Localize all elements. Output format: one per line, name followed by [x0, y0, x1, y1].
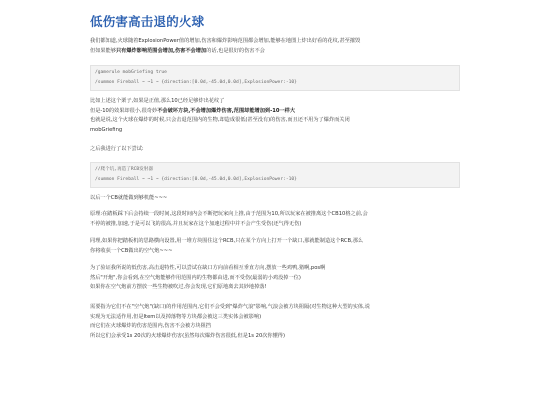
para8-line-1: 需要指为它们不在"空气炮"(缺口)的作用范围内,它们不会受到"爆炸气浪"影响,气浪会被方块阻隔(对生物这种大型的实体,说: [90, 304, 370, 310]
intro-line-2: [90, 47, 460, 57]
code-line: //爬个坑,再造了RCB发射器: [95, 167, 153, 172]
paragraph-7: [90, 264, 460, 293]
code-line: /summon Fireball ~ ~1 ~ {direction:[0.0d,-45.0d,0.0d],ExplosionPower:-10}: [95, 177, 297, 182]
intro-line-2-plain: 但如果能够: [90, 47, 116, 54]
para2-line-1: 比如上述这个栗子,如果是正值,那么10已经足够炸出花纹了: [90, 98, 225, 104]
para8-line-4: 所以它们会承受1s 20次的火球爆炸伤害(虽然每次爆炸伤害很低,但是1s 20次你懂得): [90, 332, 286, 339]
para2-line-2-bold: 不会破坏方块,不会增加爆炸伤害,范围却能增加到-10一样大: [157, 107, 296, 114]
para2-line-2-plain: 但是-10的效果却很小,很奇妙: [90, 107, 158, 114]
para5-line-2: 不停的被推,加速,于是可以飞的很高,并且玩家在这个加速过程中并不会产生受伤(还气得无伤): [90, 220, 302, 227]
intro-line-1: 我们都知道,火球随着ExplosionPower值的增加,伤害和爆炸影响范围都会增加,能够在地图上炸出好看的花纹,甚至摧毁: [90, 38, 361, 44]
paragraph-4: [90, 194, 460, 204]
code-block-2: [90, 162, 460, 188]
para7-line-2: 然后"开炮",你会看到,在空气炮能够作用范围内的生物都由进,而不受伤(最弱的小鸡没掉一位): [90, 274, 301, 281]
paragraph-5: [90, 210, 460, 229]
code-line: /gamerule mobGriefing true: [95, 70, 167, 75]
para5-line-1: 原理:在踏板踩下后会持续一段时间,这段时间内会不断把玩家向上推,由于范围为10,所以玩家在被推离这个CB10格之前,会: [90, 211, 368, 217]
para8-line-2: 实现为无法适作用,但是Item以及掉落物等方块都会被这三类实体会被影响): [90, 313, 262, 320]
paragraph-8: [90, 303, 460, 341]
para7-line-1: 为了验证我所说的低伤害,高击退特性,可以尝试在缺口方向前看相互垂直方向,摆放一些鸡鸭,猪啊,pos啊: [90, 265, 326, 271]
paragraph-3: [90, 145, 460, 155]
para4-line: 以后一个CB就能做到够机能~~~: [90, 195, 168, 201]
intro-line-2-bold: 只有爆炸影响范围会增加,伤害不会增加: [115, 47, 207, 54]
page-title: 低伤害高击退的火球: [90, 14, 205, 29]
para2-line-2: [90, 107, 460, 117]
para7-line-3: 如果你在空气炮前方摆放一些生物被吹过,你会发现,它们原地离去其妙地掉落!: [90, 284, 267, 290]
para8-line-3: 而它们在火球爆炸的伤害范围内,伤害不会被方块阻挡: [90, 323, 211, 329]
paragraph-2: [90, 97, 460, 135]
code-block-1: [90, 65, 460, 91]
para6-line-2: 你将收获一个CB做出的空气炮~~~: [90, 247, 173, 254]
para3-line: 之后我进行了以下尝试:: [90, 146, 144, 152]
para6-line-1: 同理,如果你把踏板机的思路横向设置,用一堆方块围住这个RCB,只在某个方向上打开一个缺口,那就能制造这个RCB,那么: [90, 238, 364, 244]
para2-line-4: mobGriefing: [90, 126, 123, 133]
intro-line-2-end: 的话,也是很好的伤害不会: [206, 47, 265, 54]
code-line: /summon Fireball ~ ~1 ~ {direction:[0.0d,-45.0d,0.0d],ExplosionPower:-10}: [95, 80, 297, 85]
intro-paragraph: [90, 37, 460, 56]
paragraph-6: [90, 237, 460, 256]
para2-line-3: 也就是说,这个火球在爆炸的时候,只会击退范围内的生物,却造成很低(甚至没有)的伤害,而且还不用为了爆炸而关闭: [90, 117, 350, 123]
